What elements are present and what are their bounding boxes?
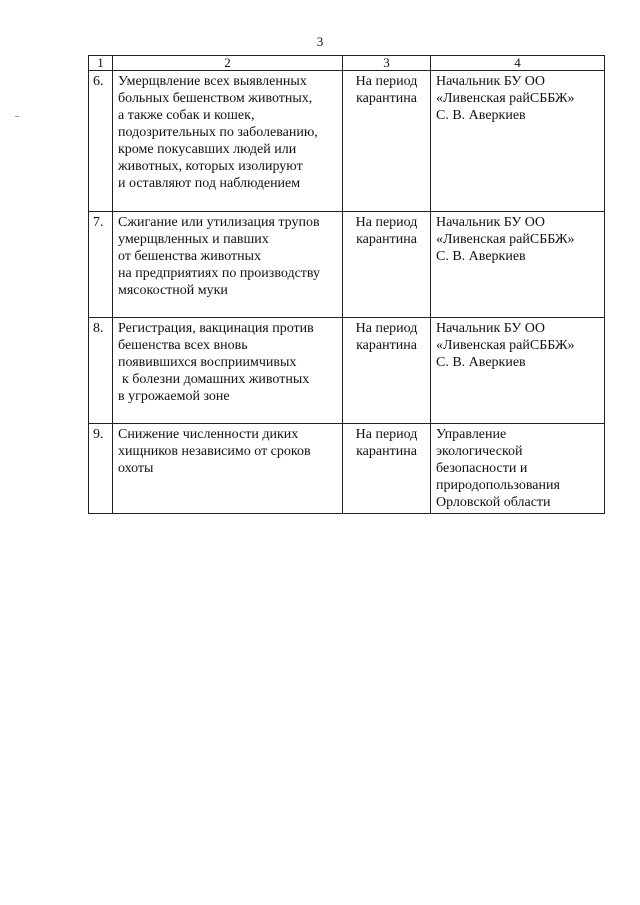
header-cell-2: 2 [113,56,343,71]
responsible-line: «Ливенская райСББЖ» [436,91,575,106]
action-line: умерщвленных и павших [118,232,269,247]
row-number: 7. [89,212,113,318]
row-number: 8. [89,318,113,424]
period-line: карантина [356,338,417,353]
action-line: а также собак и кошек, [118,108,255,123]
period-line: На период [355,74,418,89]
action-line: больных бешенством животных, [118,91,313,106]
responsible-cell [431,71,605,212]
period-line: карантина [356,91,417,106]
period-line: карантина [356,444,417,459]
responsible-cell [431,318,605,424]
table-row [89,212,605,318]
table-header-row [89,56,605,71]
responsible-line: Орловской области [436,495,551,510]
action-line: Сжигание или утилизация трупов [118,215,320,230]
action-line: и оставляют под наблюдением [118,176,301,191]
responsible-line: Начальник БУ ОО [436,321,545,336]
period-cell [343,318,431,424]
row-number: 9. [89,424,113,514]
responsible-line: С. В. Аверкиев [436,249,526,264]
responsible-line: безопасности и [436,461,528,476]
table-row [89,318,605,424]
action-line: Умерщвление всех выявленных [118,74,307,89]
page-number: 3 [316,34,324,49]
period-line: карантина [356,232,417,247]
action-line: подозрительных по заболеванию, [118,125,318,140]
action-cell [113,424,343,514]
responsible-line: С. В. Аверкиев [436,355,526,370]
period-cell [343,212,431,318]
action-cell [113,318,343,424]
responsible-line: природопользования [436,478,560,493]
responsible-line: Начальник БУ ОО [436,74,545,89]
table-row [89,424,605,514]
action-line: кроме покусавших людей или [118,142,297,157]
header-cell-1: 1 [89,56,113,71]
responsible-line: «Ливенская райСББЖ» [436,338,575,353]
action-line: к болезни домашних животных [122,372,310,387]
responsible-line: «Ливенская райСББЖ» [436,232,575,247]
action-line: появившихся восприимчивых [118,355,297,370]
action-line: мясокостной муки [118,283,228,298]
measures-table [88,55,605,514]
action-line: в угрожаемой зоне [118,389,230,404]
responsible-line: Начальник БУ ОО [436,215,545,230]
action-line: хищников независимо от сроков [118,444,311,459]
responsible-line: Управление [436,427,507,442]
action-line: бешенства всех вновь [118,338,248,353]
period-line: На период [355,321,418,336]
period-line: На период [355,427,418,442]
responsible-line: экологической [436,444,523,459]
period-line: На период [355,215,418,230]
responsible-cell [431,424,605,514]
action-line: животных, которых изолируют [118,159,303,174]
action-line: на предприятиях по производству [118,266,321,281]
action-cell [113,212,343,318]
action-line: охоты [118,461,154,476]
period-cell [343,71,431,212]
action-line: Снижение численности диких [118,427,299,442]
scan-artifact [15,116,19,117]
table-row [89,71,605,212]
action-line: Регистрация, вакцинация против [118,321,314,336]
header-cell-3: 3 [343,56,431,71]
responsible-line: С. В. Аверкиев [436,108,526,123]
row-number: 6. [89,71,113,212]
period-cell [343,424,431,514]
header-cell-4: 4 [431,56,605,71]
action-line: от бешенства животных [118,249,262,264]
action-cell [113,71,343,212]
responsible-cell [431,212,605,318]
